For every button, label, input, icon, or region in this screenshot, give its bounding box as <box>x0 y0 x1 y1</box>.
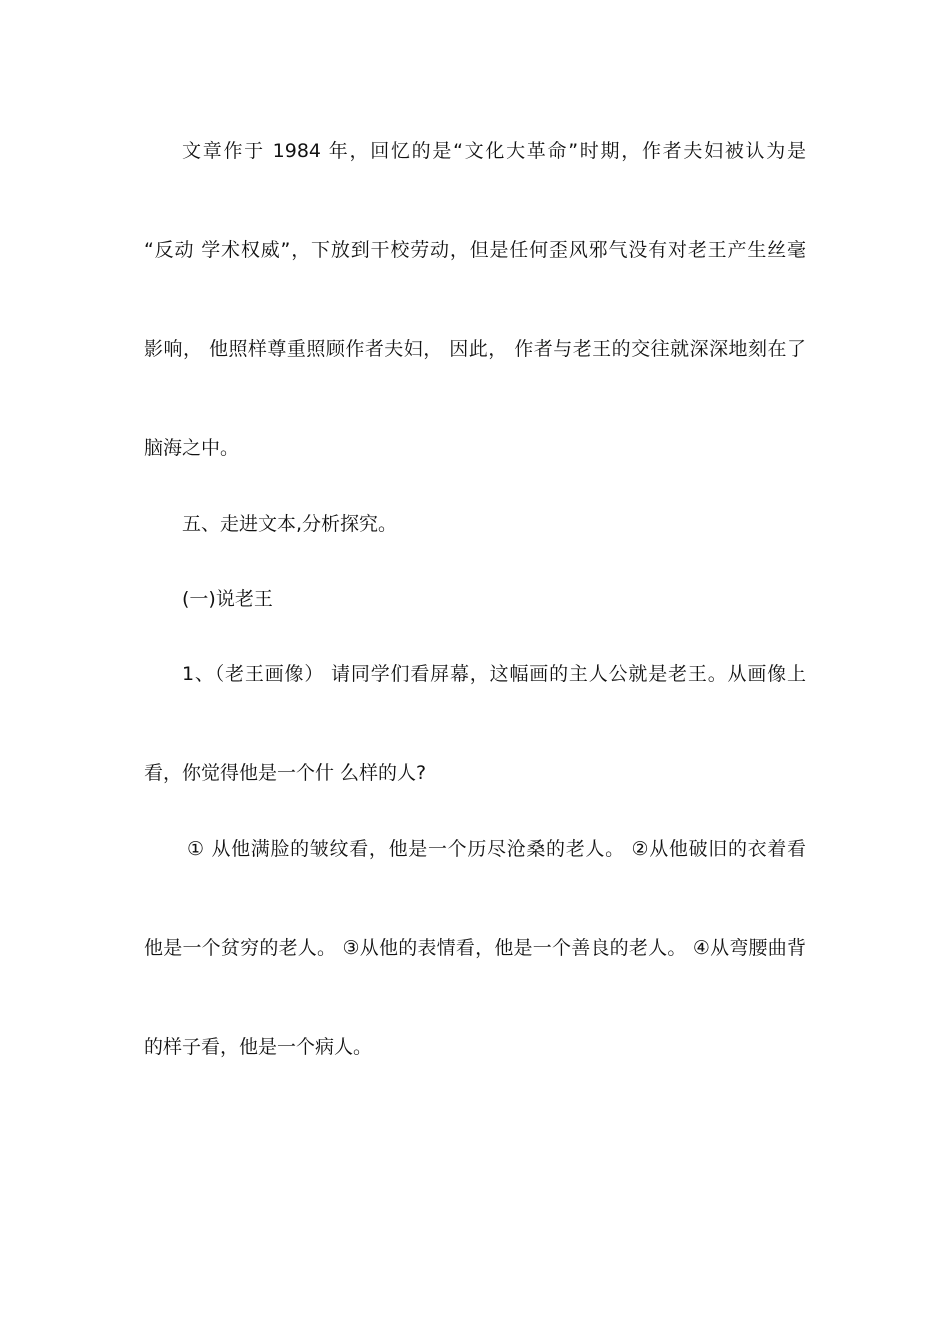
paragraph-2-line-1: 1、（老王画像） 请同学们看屏幕，这幅画的主人公就是老王。从画像上 <box>182 663 806 685</box>
paragraph-1-line-1: 文章作于 1984 年，回忆的是“文化大革命”时期，作者夫妇被认为是 <box>182 140 806 162</box>
paragraph-1-line-2: “反动 学术权威”，下放到干校劳动，但是任何歪风邪气没有对老王产生丝毫 <box>144 239 806 261</box>
paragraph-1-line-4: 脑海之中。 <box>144 437 240 459</box>
paragraph-3-line-1: ① 从他满脸的皱纹看，他是一个历尽沧桑的老人。 ②从他破旧的衣着看 <box>187 838 806 860</box>
subsection-heading: (一)说老王 <box>182 588 273 610</box>
paragraph-2-line-2: 看，你觉得他是一个什 么样的人? <box>144 762 427 784</box>
paragraph-3-line-2: 他是一个贫穷的老人。 ③从他的表情看，他是一个善良的老人。 ④从弯腰曲背 <box>144 937 806 959</box>
paragraph-1-line-3: 影响， 他照样尊重照顾作者夫妇， 因此， 作者与老王的交往就深深地刻在了 <box>144 338 806 360</box>
paragraph-3-line-3: 的样子看，他是一个病人。 <box>144 1036 373 1058</box>
section-heading: 五、走进文本,分析探究。 <box>182 513 398 535</box>
